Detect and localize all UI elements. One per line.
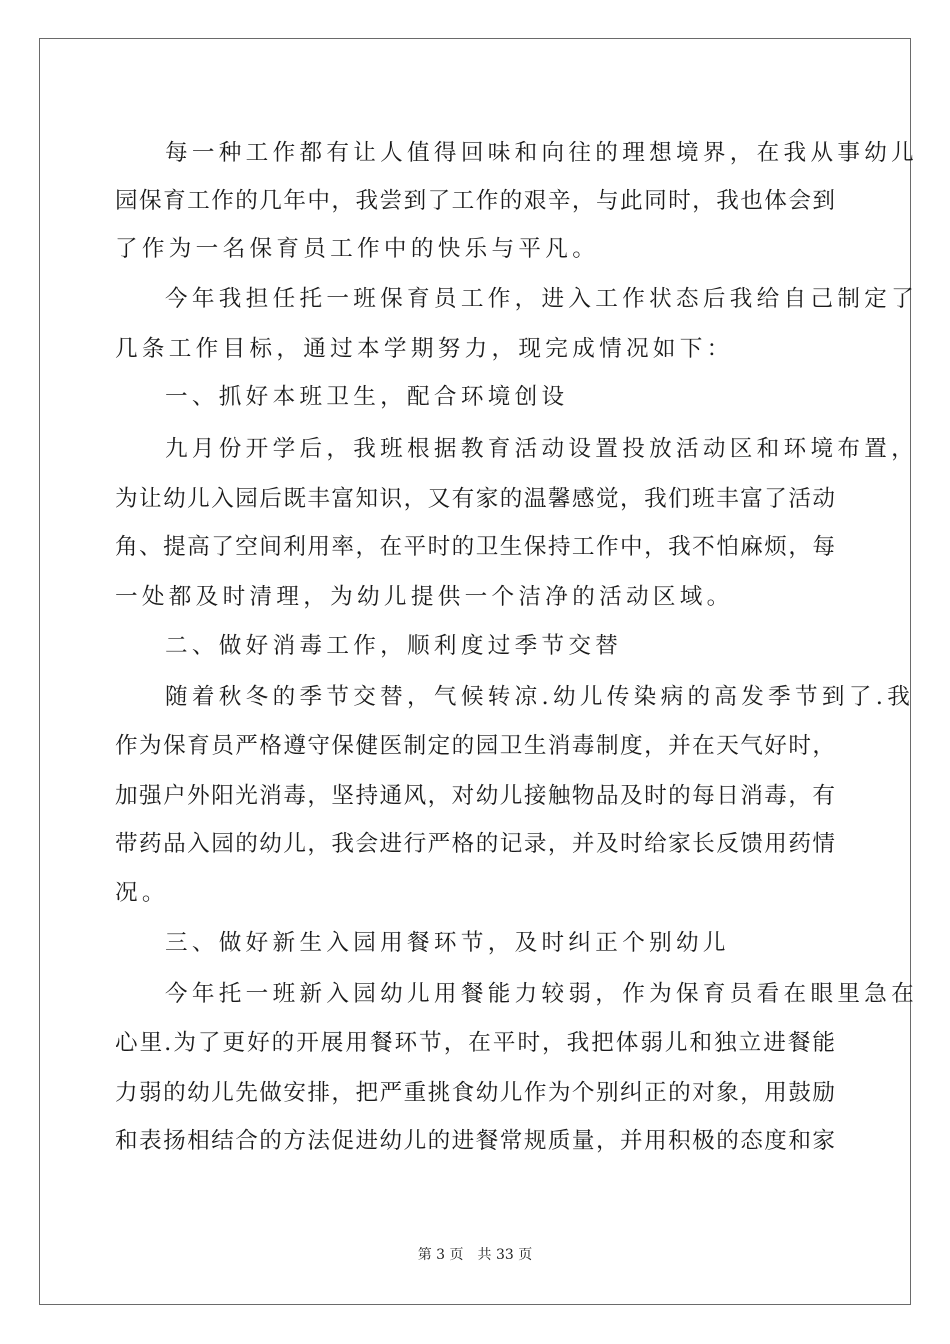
- section-heading: 一、抓好本班卫生，配合环境创设: [165, 384, 569, 410]
- text-line: 每一种工作都有让人值得回味和向往的理想境界，在我从事幼儿: [165, 140, 919, 166]
- page-number-footer: 第 3 页 共 33 页: [417, 1247, 533, 1263]
- text-line: 况。: [115, 880, 169, 906]
- text-line: 园保育工作的几年中，我尝到了工作的艰辛，与此同时，我也体会到: [115, 188, 835, 214]
- text-line: 角、提高了空间利用率，在平时的卫生保持工作中，我不怕麻烦，每: [115, 534, 835, 560]
- section-heading: 二、做好消毒工作，顺利度过季节交替: [165, 633, 623, 659]
- text-line: 今年我担任托一班保育员工作，进入工作状态后我给自己制定了: [165, 286, 919, 312]
- text-line: 为让幼儿入园后既丰富知识，又有家的温馨感觉，我们班丰富了活动: [115, 486, 835, 512]
- text-line: 和表扬相结合的方法促进幼儿的进餐常规质量，并用积极的态度和家: [115, 1128, 835, 1154]
- text-line: 一处都及时清理，为幼儿提供一个洁净的活动区域。: [115, 584, 734, 610]
- section-heading: 三、做好新生入园用餐环节，及时纠正个别幼儿: [165, 930, 730, 956]
- text-line: 力弱的幼儿先做安排，把严重挑食幼儿作为个别纠正的对象，用鼓励: [115, 1080, 835, 1106]
- page-border: [39, 38, 919, 1305]
- text-line: 心里.为了更好的开展用餐环节，在平时，我把体弱儿和独立进餐能: [115, 1030, 835, 1056]
- text-line: 今年托一班新入园幼儿用餐能力较弱，作为保育员看在眼里急在: [165, 981, 919, 1007]
- text-line: 加强户外阳光消毒，坚持通风，对幼儿接触物品及时的每日消毒，有: [115, 783, 835, 809]
- text-line: 作为保育员严格遵守保健医制定的园卫生消毒制度，并在天气好时，: [115, 733, 835, 759]
- text-line: 随着秋冬的季节交替，气候转凉.幼儿传染病的高发季节到了.我: [165, 684, 915, 710]
- text-line: 了作为一名保育员工作中的快乐与平凡。: [115, 236, 600, 262]
- text-line: 带药品入园的幼儿，我会进行严格的记录，并及时给家长反馈用药情: [115, 831, 835, 857]
- text-line: 几条工作目标，通过本学期努力，现完成情况如下：: [115, 336, 734, 362]
- text-line: 九月份开学后，我班根据教育活动设置投放活动区和环境布置，: [165, 436, 919, 462]
